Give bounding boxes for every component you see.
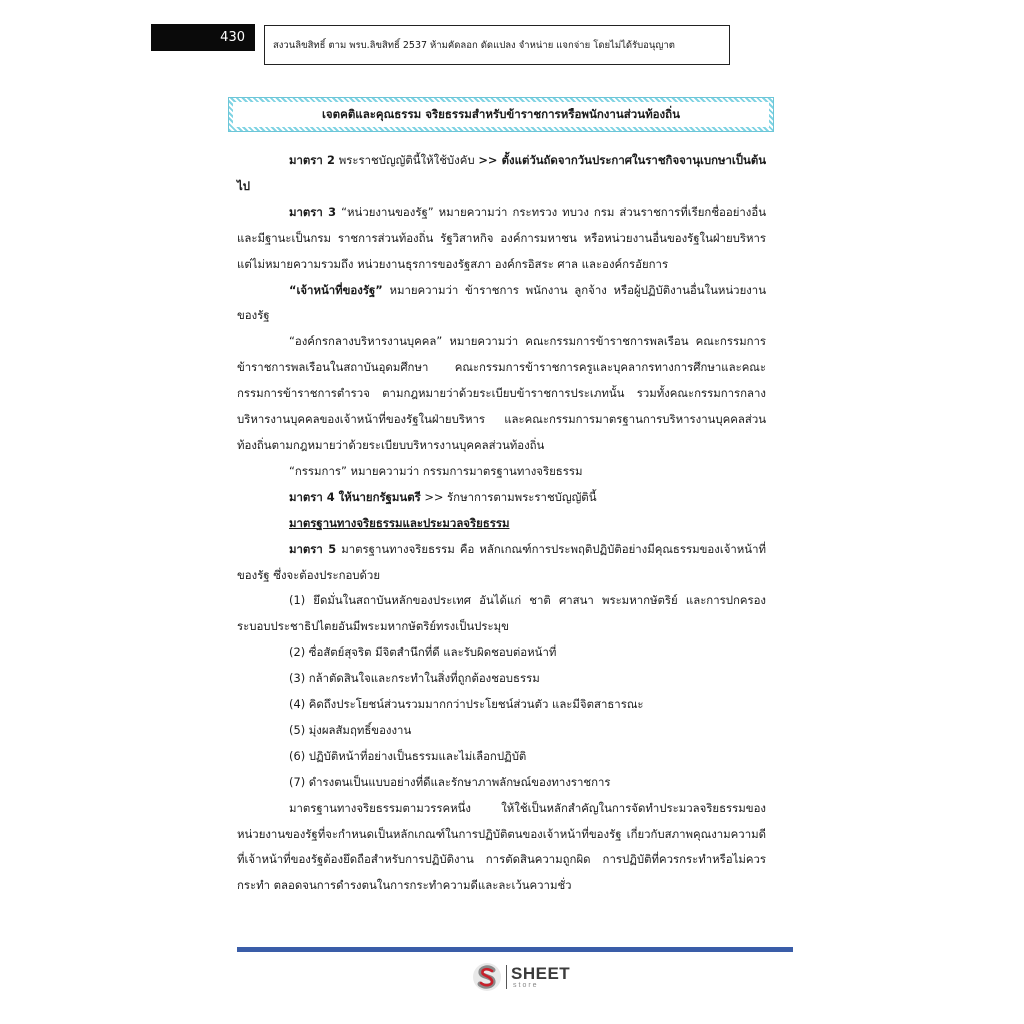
brand-logo <box>472 962 570 992</box>
officer-text: หมายความว่า ข้าราชการ พนักงาน ลูกจ้าง หรือผู้ปฏิบัติงานอื่นในหน่วยงานของรัฐ <box>237 282 766 323</box>
section-2-emphasis: >> ตั้งแต่วันถัดจากวันประกาศในราชกิจจานุเบกษาเป็นต้นไป <box>237 153 766 193</box>
section-5 <box>237 537 766 589</box>
page-number-text: 430 <box>220 30 245 45</box>
brand-name: SHEET <box>511 963 571 983</box>
brand-wordmark <box>511 963 571 989</box>
section-3-text: “หน่วยงานของรัฐ” หมายความว่า กระทรวง ทบวง กรม ส่วนราชการที่เรียกชื่ออย่างอื่นและมีฐานะเป็นกรม ราชการส่วนท้องถิ่น รัฐวิสาหกิจ องค์การมหาชน หรือหน่วยงานอื่นของรัฐในฝ่ายบริหาร แต่ไม่หมายความรวมถึง หน่วยงานธุรการของรัฐสภา องค์กรอิสระ ศาล และองค์กรอัยการ <box>237 204 766 271</box>
section-4-label: มาตรา 4 ให้นายกรัฐมนตรี <box>289 489 421 504</box>
officer-term: “เจ้าหน้าที่ของรัฐ” <box>289 282 383 297</box>
section-3 <box>237 200 766 278</box>
sheet-store-logo-icon <box>472 962 502 992</box>
list-item: (6) ปฏิบัติหน้าที่อย่างเป็นธรรมและไม่เลือกปฏิบัติ <box>289 748 527 763</box>
definition-commission: “กรรมการ” หมายความว่า กรรมการมาตรฐานทางจริยธรรม <box>289 463 583 478</box>
section-2 <box>237 148 766 200</box>
list-item: (1) ยึดมั่นในสถาบันหลักของประเทศ อันได้แก่ ชาติ ศาสนา พระมหากษัตริย์ และการปกครองระบอบประชาธิปไตยอันมีพระมหากษัตริย์ทรงเป็นประมุข <box>237 593 766 634</box>
list-item: (7) ดำรงตนเป็นแบบอย่างที่ดีและรักษาภาพลักษณ์ของทางราชการ <box>289 774 611 789</box>
brand-subtitle: store <box>513 981 539 989</box>
standards-heading <box>237 511 766 537</box>
page-number <box>151 24 255 51</box>
section-3-label: มาตรา 3 <box>289 204 337 219</box>
footer-rule <box>237 947 793 952</box>
copyright-text: สงวนลิขสิทธิ์ ตาม พรบ.ลิขสิทธิ์ 2537 ห้ามคัดลอก ดัดแปลง จำหน่าย แจกจ่าย โดยไม่ได้รับอนุญาต <box>273 39 675 51</box>
document-body <box>237 148 766 899</box>
list-item: (5) มุ่งผลสัมฤทธิ์ของงาน <box>289 722 412 737</box>
list-item: (2) ซื่อสัตย์สุจริต มีจิตสำนึกที่ดี และรับผิดชอบต่อหน้าที่ <box>289 645 557 660</box>
section-2-label: มาตรา 2 <box>289 153 335 167</box>
chapter-title: เจตคติและคุณธรรม จริยธรรมสำหรับข้าราชการหรือพนักงานส่วนท้องถิ่น <box>233 102 769 127</box>
chapter-banner <box>228 97 774 132</box>
section-4 <box>237 485 766 511</box>
definition-central-org: “องค์กรกลางบริหารงานบุคคล” หมายความว่า คณะกรรมการข้าราชการพลเรือน คณะกรรมการข้าราชการพลเรือนในสถาบันอุดมศึกษา คณะกรรมการข้าราชการครูและบุคลากรทางการศึกษาและคณะกรรมการข้าราชการตำรวจ ตามกฎหมายว่าด้วยระเบียบข้าราชการประเภทนั้น รวมทั้งคณะกรรมการกลางบริหารงานบุคคลของเจ้าหน้าที่ของรัฐในฝ่ายบริหาร และคณะกรรมการมาตรฐานการบริหารงานบุคคลส่วนท้องถิ่นตามกฎหมายว่าด้วยระเบียบบริหารงานบุคคลส่วนท้องถิ่น <box>237 334 766 452</box>
closing-paragraph: มาตรฐานทางจริยธรรมตามวรรคหนึ่ง ให้ใช้เป็นหลักสำคัญในการจัดทำประมวลจริยธรรมของหน่วยงานของรัฐที่จะกำหนดเป็นหลักเกณฑ์ในการปฏิบัติตนของเจ้าหน้าที่ของรัฐ เกี่ยวกับสภาพคุณงามความดีที่เจ้าหน้าที่ของรัฐต้องยึดถือสำหรับการปฏิบัติงาน การตัดสินความถูกผิด การปฏิบัติที่ควรกระทำหรือไม่ควรกระทำ ตลอดจนการดำรงตนในการกระทำความดีและละเว้นความชั่ว <box>237 800 766 893</box>
list-item: (4) คิดถึงประโยชน์ส่วนรวมมากกว่าประโยชน์ส่วนตัว และมีจิตสาธารณะ <box>289 697 644 712</box>
section-5-text: มาตรฐานทางจริยธรรม คือ หลักเกณฑ์การประพฤติปฏิบัติอย่างมีคุณธรรมของเจ้าหน้าที่ของรัฐ ซึ่งจะต้องประกอบด้วย <box>237 541 766 582</box>
copyright-notice <box>264 25 730 65</box>
list-item: (3) กล้าตัดสินใจและกระทำในสิ่งที่ถูกต้องชอบธรรม <box>289 671 540 686</box>
logo-divider <box>506 965 507 989</box>
section-4-text: >> รักษาการตามพระราชบัญญัตินี้ <box>420 489 597 504</box>
standards-heading-text: มาตรฐานทางจริยธรรมและประมวลจริยธรรม <box>289 515 510 530</box>
definition-officer <box>237 278 766 330</box>
section-5-label: มาตรา 5 <box>289 541 337 556</box>
section-2-text: พระราชบัญญัตินี้ให้ใช้บังคับ <box>334 153 479 167</box>
